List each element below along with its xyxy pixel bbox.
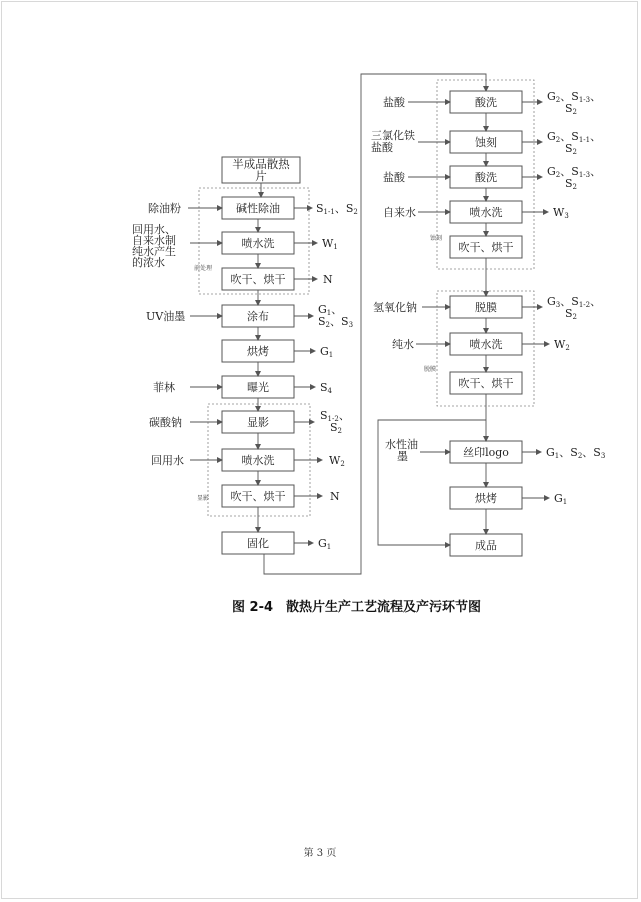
- output-develop-2: S2: [330, 421, 343, 435]
- input-reuse-water-3: 纯水产生: [132, 245, 176, 258]
- step-degrease-label: 碱性除油: [236, 202, 280, 215]
- step-dry-3-label: 吹干、烘干: [458, 241, 514, 254]
- step-bake-1-label: 烘烤: [247, 345, 269, 358]
- step-silkscreen-label: 丝印logo: [463, 446, 509, 459]
- step-strip-label: 脱膜: [475, 301, 497, 314]
- step-acid-wash-1-label: 酸洗: [475, 96, 497, 109]
- output-spray-wash-4: W2: [554, 338, 570, 352]
- input-water-ink-2: 墨: [397, 450, 408, 463]
- input-hcl-2: 盐酸: [371, 141, 393, 154]
- output-bake-1: G1: [320, 345, 334, 359]
- step-spray-wash-3-label: 喷水洗: [469, 206, 503, 219]
- input-reuse-water-b: 回用水: [151, 454, 184, 467]
- output-spray-wash-2: W2: [329, 454, 345, 468]
- step-bake-2-label: 烘烤: [475, 492, 497, 505]
- step-spray-wash-4-label: 喷水洗: [469, 338, 503, 351]
- step-spray-wash-1-label: 喷水洗: [241, 237, 275, 250]
- step-curing-label: 固化: [247, 537, 269, 550]
- output-dry-1: N: [323, 273, 333, 286]
- output-coating-2: S2、S3: [318, 315, 354, 329]
- step-start-label-1: 半成品散热: [232, 157, 290, 171]
- output-strip-b: S2: [565, 307, 578, 321]
- step-start-label-2: 片: [255, 169, 267, 183]
- step-coating-label: 涂布: [247, 310, 269, 323]
- output-spray-wash-3: W3: [553, 206, 569, 220]
- output-dry-2: N: [330, 490, 340, 503]
- figure-caption: 图 2-4 散热片生产工艺流程及产污环节图: [232, 600, 482, 615]
- step-finished-label: 成品: [475, 539, 497, 552]
- output-spray-wash-1: W1: [322, 237, 338, 251]
- step-etch-label: 蚀刻: [475, 136, 497, 149]
- step-spray-wash-2-label: 喷水洗: [241, 454, 275, 467]
- output-acid-wash-2-b: S2: [565, 177, 578, 191]
- output-bake-2: G1: [554, 492, 568, 506]
- step-acid-wash-2-label: 酸洗: [475, 171, 497, 184]
- input-reuse-water-2: 自来水制: [132, 234, 176, 247]
- step-dry-2-label: 吹干、烘干: [230, 490, 286, 503]
- input-degreasing-powder: 除油粉: [148, 202, 181, 215]
- output-develop-1: S1-2、: [320, 409, 350, 423]
- input-tap-water: 自来水: [383, 206, 416, 219]
- input-reuse-water-4: 的浓水: [132, 256, 165, 269]
- group-label-developing: 显影: [197, 495, 210, 502]
- input-hcl-3: 盐酸: [383, 171, 405, 184]
- group-label-stripping: 脱膜: [424, 366, 437, 373]
- input-hcl-1: 盐酸: [383, 96, 405, 109]
- input-water-ink-1: 水性油: [385, 438, 418, 451]
- input-sodium-hydroxide: 氢氧化钠: [373, 301, 417, 314]
- output-silkscreen: G1、S2、S3: [546, 446, 606, 460]
- input-pure-water: 纯水: [392, 338, 414, 351]
- output-acid-wash-1-b: S2: [565, 102, 578, 116]
- page-number: 第 3 页: [303, 848, 337, 859]
- output-strip-a: G3、S1-2、: [547, 295, 602, 309]
- input-uv-ink: UV油墨: [146, 310, 186, 323]
- output-curing: G1: [318, 537, 332, 551]
- input-sodium-carbonate: 碳酸钠: [149, 416, 182, 429]
- output-etch-a: G2、S1-1、: [547, 130, 602, 144]
- input-film: 菲林: [153, 381, 175, 394]
- group-label-etching: 蚀刻: [430, 235, 443, 242]
- output-exposure: S4: [320, 381, 333, 395]
- input-reuse-water-1: 回用水、: [132, 223, 176, 236]
- input-ferric-chloride: 三氯化铁: [371, 129, 415, 142]
- step-exposure-label: 曝光: [247, 381, 269, 394]
- step-dry-4-label: 吹干、烘干: [458, 377, 514, 390]
- step-develop-label: 显影: [247, 416, 269, 429]
- output-coating-1: G1、: [318, 303, 343, 317]
- step-dry-1-label: 吹干、烘干: [230, 273, 286, 286]
- output-acid-wash-1-a: G2、S1-3、: [547, 90, 602, 104]
- output-etch-b: S2: [565, 142, 578, 156]
- group-label-pretreatment: 前处理: [194, 265, 213, 272]
- output-degrease: S1-1、S2: [316, 202, 358, 216]
- output-acid-wash-2-a: G2、S1-3、: [547, 165, 602, 179]
